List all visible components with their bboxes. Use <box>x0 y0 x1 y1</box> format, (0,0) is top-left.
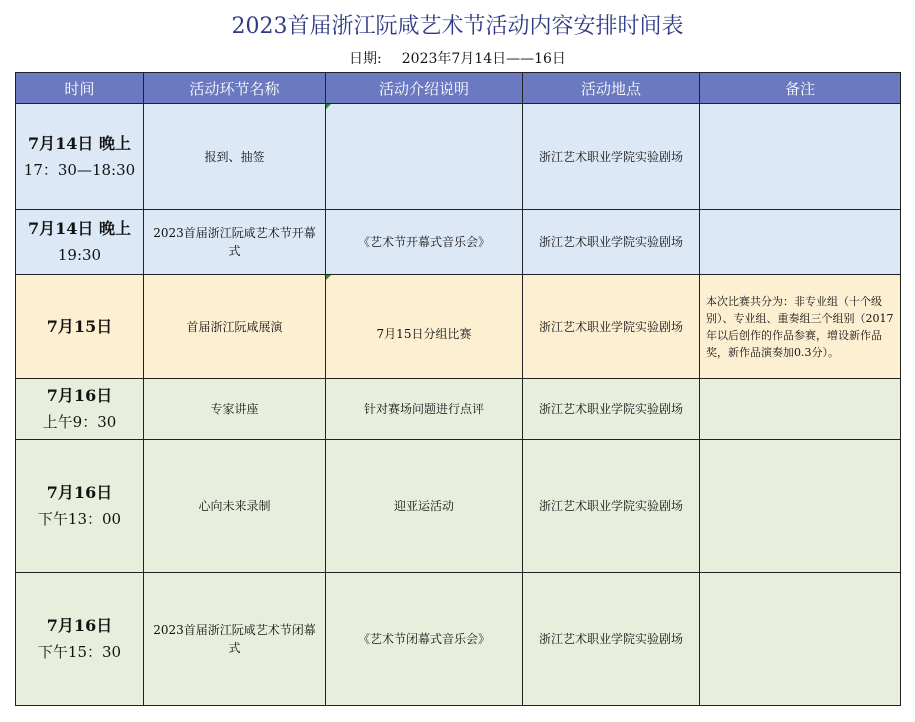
activity-intro-cell <box>326 275 523 379</box>
activity-intro-cell: 《艺术节开幕式音乐会》 <box>326 210 523 275</box>
time-cell <box>16 275 144 379</box>
note-cell <box>700 440 901 573</box>
time-line1: 7月15日 <box>46 316 113 336</box>
note-cell: 本次比赛共分为：非专业组（十个级别）、专业组、重奏组三个组别（2017年以后创作的作品参赛，增设新作品奖，新作品演奏加0.3分）。 <box>700 275 901 379</box>
time-cell <box>16 573 144 706</box>
activity-name-cell: 2023首届浙江阮咸艺术节开幕式 <box>144 210 326 275</box>
page-title: 2023首届浙江阮咸艺术节活动内容安排时间表 <box>231 14 684 39</box>
date-value: 2023年7月14日——16日 <box>401 51 566 67</box>
time-line2: 下午15：30 <box>37 643 122 661</box>
activity-intro-cell <box>326 104 523 210</box>
header-note: 备注 <box>700 73 901 104</box>
location-cell: 浙江艺术职业学院实验剧场 <box>523 573 700 706</box>
activity-intro-text: 7月15日分组比赛 <box>376 326 472 341</box>
table-row <box>16 573 901 706</box>
location-cell: 浙江艺术职业学院实验剧场 <box>523 104 700 210</box>
header-time: 时间 <box>16 73 144 104</box>
activity-name-cell: 专家讲座 <box>144 379 326 440</box>
note-cell <box>700 573 901 706</box>
activity-intro-cell: 迎亚运活动 <box>326 440 523 573</box>
date-line <box>0 48 915 70</box>
location-cell: 浙江艺术职业学院实验剧场 <box>523 275 700 379</box>
table-row <box>16 275 901 379</box>
time-line2: 上午9：30 <box>42 413 117 431</box>
time-cell <box>16 210 144 275</box>
location-cell: 浙江艺术职业学院实验剧场 <box>523 210 700 275</box>
header-row <box>16 73 901 104</box>
activity-intro-cell: 《艺术节闭幕式音乐会》 <box>326 573 523 706</box>
time-line1: 7月16日 <box>46 616 113 635</box>
activity-name-cell: 2023首届浙江阮咸艺术节闭幕式 <box>144 573 326 706</box>
time-line1: 7月14日 晚上 <box>28 219 131 238</box>
time-cell <box>16 379 144 440</box>
activity-intro-cell: 针对赛场问题进行点评 <box>326 379 523 440</box>
time-cell <box>16 440 144 573</box>
note-cell <box>700 210 901 275</box>
time-line1: 7月16日 <box>46 386 113 405</box>
table-row <box>16 210 901 275</box>
schedule-table <box>15 72 901 706</box>
activity-name-cell: 心向未来录制 <box>144 440 326 573</box>
time-line1: 7月14日 晚上 <box>28 133 131 153</box>
activity-name-cell: 首届浙江阮咸展演 <box>144 275 326 379</box>
table-row <box>16 104 901 210</box>
header-activity-intro: 活动介绍说明 <box>326 73 523 104</box>
time-line2: 19:30 <box>57 246 102 264</box>
time-cell <box>16 104 144 210</box>
time-line2: 17：30—18:30 <box>23 160 136 179</box>
header-activity-name: 活动环节名称 <box>144 73 326 104</box>
time-line2: 下午13：00 <box>37 510 122 528</box>
time-line1: 7月16日 <box>46 483 113 502</box>
header-location: 活动地点 <box>523 73 700 104</box>
note-cell <box>700 379 901 440</box>
location-cell: 浙江艺术职业学院实验剧场 <box>523 440 700 573</box>
location-cell: 浙江艺术职业学院实验剧场 <box>523 379 700 440</box>
date-label: 日期: <box>349 51 382 67</box>
table-row <box>16 440 901 573</box>
activity-name-cell: 报到、抽签 <box>144 104 326 210</box>
note-cell <box>700 104 901 210</box>
table-row <box>16 379 901 440</box>
